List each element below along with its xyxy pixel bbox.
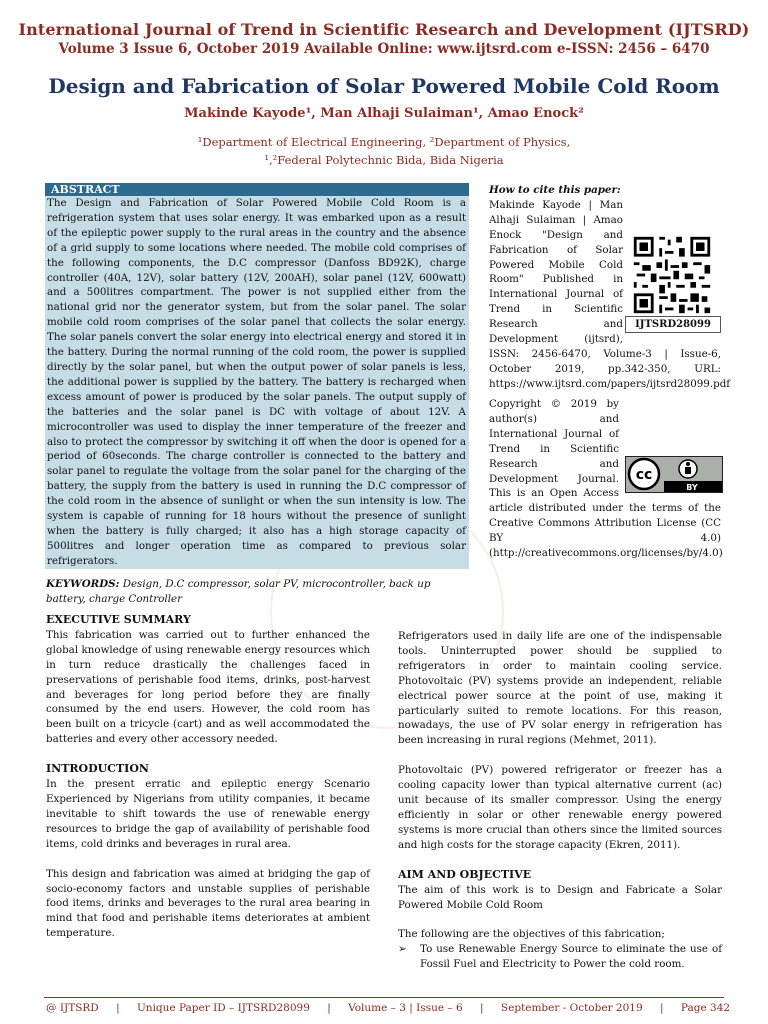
right-column <box>398 629 722 972</box>
citation-label: How to cite this paper: <box>489 184 621 196</box>
cc-by-badge[interactable] <box>625 456 723 493</box>
qr-code[interactable] <box>629 234 715 316</box>
page-footer: @ IJTSRD | Unique Paper ID – IJTSRD28099 | Volume – 3 | Issue – 6 | September - October 2019 | Page 342 <box>46 1002 731 1014</box>
left-column <box>46 613 370 941</box>
footer-page: Page 342 <box>680 1002 731 1014</box>
executive-summary-text: This fabrication was carried out to further enhanced the global knowledge of using renewable energy resources which in turn reduce drastically the challenges faced in preservations of perishable food items, drinks, post-harvest and beverages for long period before they are finally consumed by the end users. However, the cold room has been built on a tricycle (cart) and as well accommodated the batteries and every other accessory needed. <box>46 628 370 746</box>
paper-title: Design and Fabrication of Solar Powered Mobile Cold Room <box>48 74 720 98</box>
keywords <box>46 577 466 607</box>
keywords-label: KEYWORDS: <box>46 578 120 590</box>
footer-paper-id: Unique Paper ID – IJTSRD28099 <box>136 1002 310 1014</box>
bullet-arrow-icon: ➢ <box>398 943 407 956</box>
cc-text: cc <box>635 467 653 483</box>
footer-rule <box>44 997 724 998</box>
citation-text[interactable]: Makinde Kayode | Man Alhaji Sulaiman | Amao Enock "Design and Fabrication of Solar Powered Mobile Cold Room" Published in International Journal of Trend in Scientific Research and Development (ijtsrd), ISSN: 2456-6470, Volume-3 | Issue-6, October 2019, pp.342-350, URL: https://www.ijtsrd.com/papers/ijtsrd28099.pdf <box>489 198 731 390</box>
right-paragraph-1: Refrigerators used in daily life are one of the indispensable tools. Uninterrupted power should be supplied to refrigerators in order to maintain cooling service. Photovoltaic (PV) systems provide an independent, reliable electrical power source at the point of use, making it particularly suited to remote locations. For this reason, nowadays, the use of PV solar energy in refrigeration has been increasing in rural regions (Mehmet, 2011). <box>398 630 722 747</box>
right-paragraph-2: Photovoltaic (PV) powered refrigerator or freezer has a cooling capacity lower than typical alternative current (ac) unit because of its smaller compressor. Using the energy efficiently in solar or other renewable energy powered systems is more crucial than others since the limited sources and high costs for the storage capacity (Ekren, 2011). <box>398 764 722 851</box>
affiliation-line-1: ¹Department of Electrical Engineering, ²Department of Physics, <box>197 135 571 149</box>
introduction-paragraph-1: In the present erratic and epileptic energy Scenario Experienced by Nigerians from utility companies, it became inevitable to shift towards the use of renewable energy resources to bridge the gap of availability of perishable food items, cold drinks and beverages in rural area. <box>46 778 370 850</box>
aim-text: The aim of this work is to Design and Fabricate a Solar Powered Mobile Cold Room <box>398 883 722 911</box>
copyright-text[interactable]: Copyright © 2019 by author(s) and International Journal of Trend in Scientific Research and Development Journal. This is an Open Access article distributed under the terms of the Creative Commons Attribution License (CC BY 4.0) (http://creativecommons.org/licenses/by/4.0) <box>489 398 723 560</box>
objectives-intro: The following are the objectives of this fabrication; <box>398 928 665 941</box>
keywords-text: Design, D.C compressor, solar PV, microcontroller, back up battery, charge Controller <box>46 578 431 605</box>
issue-line: Volume 3 Issue 6, October 2019 Available Online: www.ijtsrd.com e-ISSN: 2456 – 6470 <box>58 41 710 57</box>
abstract-heading: ABSTRACT <box>45 183 469 196</box>
paper-authors: Makinde Kayode¹, Man Alhaji Sulaiman¹, Amao Enock² <box>184 106 584 121</box>
footer-date: September - October 2019 <box>500 1002 643 1014</box>
abstract-text: The Design and Fabrication of Solar Powered Mobile Cold Room is a refrigeration system that uses solar energy. It was embarked upon as a result of the epileptic power supply to the rural areas in the country and the absence of a grid supply to some locations where needed. The mobile cold comprises of the following components, the D.C compressor (Danfoss BD92K), charge controller (40A, 12V), solar battery (12V, 200AH), solar panel (12V, 600watt) and a 500litres compartment. The power is not supplied either from the national grid nor the generator system, but from the solar panel. The solar mobile cold room comprises of the solar panel that collects the solar energy. The solar panels convert the solar energy into electrical energy and stored it in the battery. During the normal running of the cold room, the power is supplied directly by the solar panel, but when the output power of solar panels is less, the additional power is supplied by the battery. The battery is recharged when excess amount of power is produced by the solar panels. The output supply of the batteries and the solar panel is DC with voltage of about 12V. A microcontroller was used to display the inner temperature of the freezer and also to protect the compressor by switching it off when the door is opened for a period of 60seconds. The charge controller is connected to the battery and solar panel to regulate the voltage from the solar panel for the charging of the battery, the supply from the battery is used in running the D.C compressor of the cold room in the absence of sunlight or when the sun intensity is low. The system is capable of running for 18 hours without the presence of sunlight when the battery is fully charged; it also has a high storage capacity of 500litres and longer operation time as compared to previous solar refrigerators. <box>47 197 466 567</box>
introduction-heading: INTRODUCTION <box>46 762 149 776</box>
abstract-box <box>45 183 469 569</box>
objective-text-1: To use Renewable Energy Source to eliminate the use of Fossil Fuel and Electricity to Power the cold room. <box>420 943 722 971</box>
footer-volume: Volume – 3 | Issue – 6 <box>348 1002 463 1014</box>
objective-item-1 <box>398 942 722 972</box>
footer-copyright: @ IJTSRD <box>46 1002 99 1014</box>
by-text: BY <box>686 483 698 492</box>
executive-summary-heading: EXECUTIVE SUMMARY <box>46 613 191 626</box>
introduction-paragraph-2: This design and fabrication was aimed at bridging the gap of socio-economy factors and unstable supplies of perishable food items, drinks and beverages to the rural area bearing in mind that food and perishable items deteriorates at ambient temperature. <box>46 867 370 940</box>
affiliation-line-2: ¹,²Federal Polytechnic Bida, Bida Nigeria <box>264 153 504 167</box>
paper-code-label: IJTSRD28099 <box>625 316 721 333</box>
journal-name: International Journal of Trend in Scientific Research and Development (IJTSRD) <box>18 20 750 39</box>
aim-heading: AIM AND OBJECTIVE <box>398 867 532 881</box>
cc-by-icon <box>626 457 722 492</box>
